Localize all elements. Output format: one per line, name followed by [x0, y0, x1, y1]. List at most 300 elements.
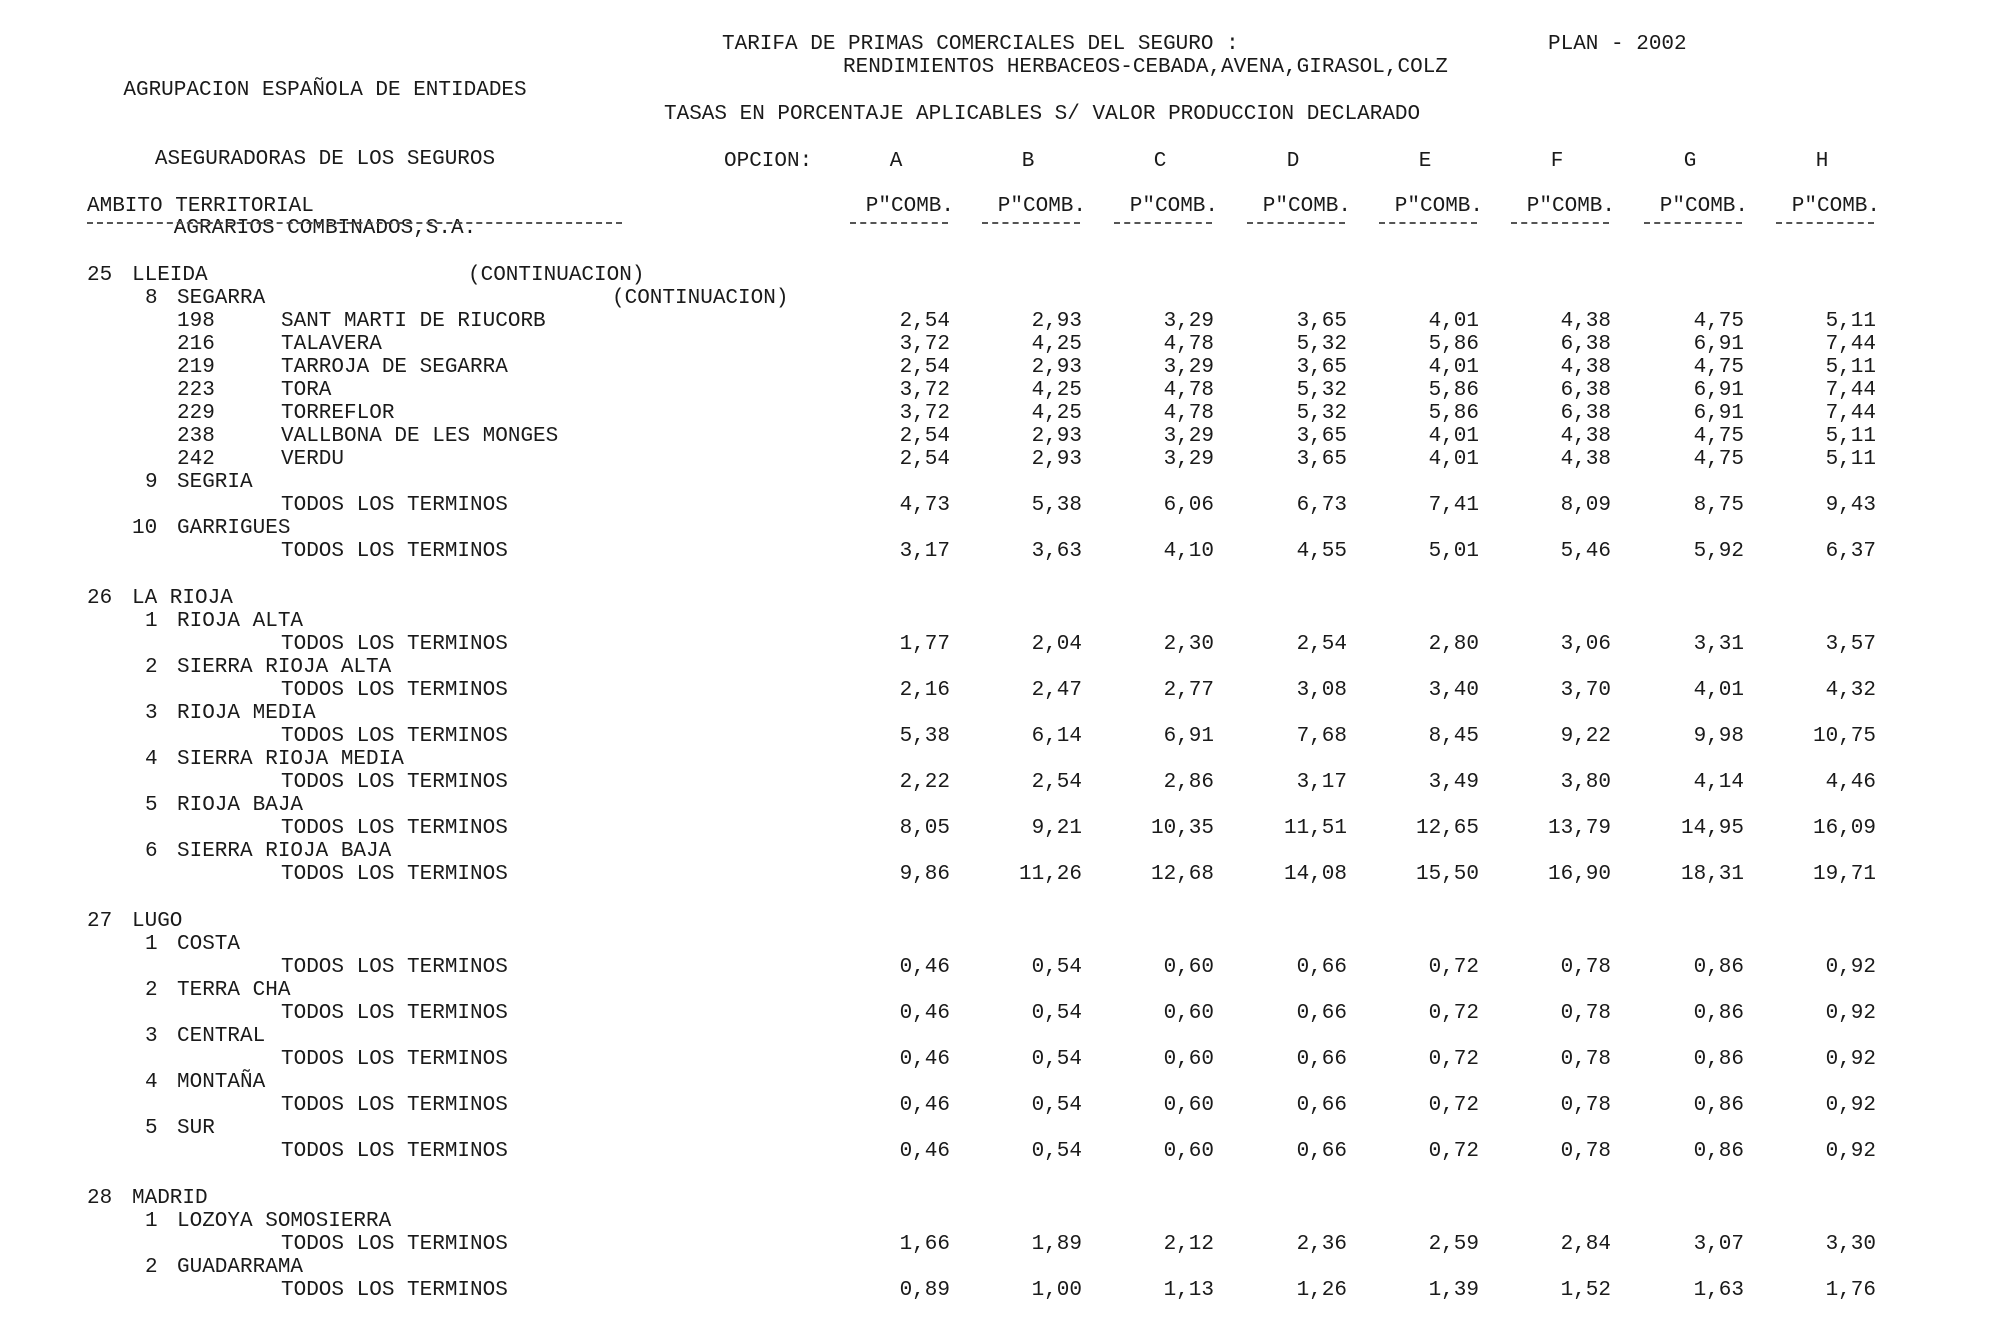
comarca-name: COSTA: [177, 933, 241, 956]
rate-cell-e: 0,72: [1428, 1094, 1479, 1117]
rate-cell-d: 0,66: [1296, 956, 1347, 979]
comarca-code: 5: [145, 1117, 158, 1140]
comarca-code: 2: [145, 979, 158, 1002]
comarca-name: TERRA CHA: [177, 979, 291, 1002]
comarca-row: [0, 1210, 2000, 1233]
rate-cell-b: 11,26: [1018, 863, 1082, 886]
rate-cell-f: 6,38: [1560, 402, 1611, 425]
rate-cell-c: 3,29: [1163, 448, 1214, 471]
comarca-code: 5: [145, 794, 158, 817]
rate-cell-f: 13,79: [1547, 817, 1611, 840]
option-label: OPCION:: [724, 150, 813, 173]
rate-cell-a: 1,66: [899, 1233, 950, 1256]
rate-cell-b: 0,54: [1031, 1094, 1082, 1117]
rate-cell-g: 18,31: [1680, 863, 1744, 886]
term-name: VERDU: [281, 448, 345, 471]
table-row: [0, 1002, 2000, 1025]
term-name: TODOS LOS TERMINOS: [281, 1140, 508, 1163]
rate-cell-f: 0,78: [1560, 1048, 1611, 1071]
comarca-name: SEGRIA: [177, 471, 253, 494]
rate-cell-g: 0,86: [1693, 956, 1744, 979]
rate-cell-e: 1,39: [1428, 1279, 1479, 1302]
rate-cell-b: 2,93: [1031, 310, 1082, 333]
rate-cell-g: 9,98: [1693, 725, 1744, 748]
option-a: A: [889, 150, 903, 173]
column-underline-c: [1114, 222, 1212, 224]
rate-cell-d: 5,32: [1296, 402, 1347, 425]
company-line-3: AGRARIOS COMBINADOS,S.A.: [173, 217, 477, 240]
rate-cell-g: 6,91: [1693, 379, 1744, 402]
rate-cell-e: 0,72: [1428, 956, 1479, 979]
option-f: F: [1550, 150, 1564, 173]
rate-cell-e: 4,01: [1428, 425, 1479, 448]
rate-cell-b: 3,63: [1031, 540, 1082, 563]
comarca-code: 4: [145, 1071, 158, 1094]
rate-cell-c: 10,35: [1150, 817, 1214, 840]
rate-cell-a: 4,73: [899, 494, 950, 517]
rate-cell-h: 7,44: [1825, 333, 1876, 356]
rate-cell-d: 5,32: [1296, 333, 1347, 356]
province-code: 27: [87, 910, 113, 933]
rate-cell-h: 4,32: [1825, 679, 1876, 702]
comarca-code: 2: [145, 1256, 158, 1279]
rate-cell-c: 4,78: [1163, 402, 1214, 425]
comarca-row: [0, 748, 2000, 771]
rate-cell-c: 2,30: [1163, 633, 1214, 656]
rate-cell-c: 3,29: [1163, 356, 1214, 379]
rate-cell-b: 1,89: [1031, 1233, 1082, 1256]
rate-cell-g: 4,01: [1693, 679, 1744, 702]
rate-cell-d: 3,65: [1296, 356, 1347, 379]
term-name: TODOS LOS TERMINOS: [281, 956, 508, 979]
rate-cell-g: 4,75: [1693, 448, 1744, 471]
term-code: 242: [177, 448, 215, 471]
rate-cell-f: 0,78: [1560, 1002, 1611, 1025]
rate-cell-g: 5,92: [1693, 540, 1744, 563]
document-title: TARIFA DE PRIMAS COMERCIALES DEL SEGURO :: [722, 33, 1239, 56]
rate-cell-f: 0,78: [1560, 1094, 1611, 1117]
rate-cell-h: 10,75: [1812, 725, 1876, 748]
option-b: B: [1021, 150, 1035, 173]
rate-cell-c: 0,60: [1163, 1140, 1214, 1163]
rate-cell-h: 5,11: [1825, 356, 1876, 379]
rate-cell-c: 0,60: [1163, 1002, 1214, 1025]
table-row: [0, 725, 2000, 748]
comarca-code: 1: [145, 610, 158, 633]
rate-cell-c: 3,29: [1163, 310, 1214, 333]
rate-cell-g: 14,95: [1680, 817, 1744, 840]
rate-cell-b: 0,54: [1031, 1002, 1082, 1025]
table-row: [0, 402, 2000, 425]
term-name: TODOS LOS TERMINOS: [281, 1002, 508, 1025]
term-code: 229: [177, 402, 215, 425]
column-underline-b: [982, 222, 1080, 224]
column-header: [0, 0, 2000, 260]
rate-cell-e: 8,45: [1428, 725, 1479, 748]
rate-cell-d: 0,66: [1296, 1002, 1347, 1025]
comarca-row: [0, 840, 2000, 863]
rate-cell-b: 5,38: [1031, 494, 1082, 517]
option-e: E: [1418, 150, 1432, 173]
comarca-code: 1: [145, 933, 158, 956]
ambito-underline: [87, 222, 622, 224]
comarca-name: GUADARRAMA: [177, 1256, 304, 1279]
comarca-code: 4: [145, 748, 158, 771]
option-h: H: [1815, 150, 1829, 173]
rate-cell-e: 3,49: [1428, 771, 1479, 794]
comarca-name: MONTAÑA: [177, 1071, 266, 1094]
rate-cell-h: 0,92: [1825, 1002, 1876, 1025]
comarca-name: RIOJA MEDIA: [177, 702, 316, 725]
table-row: [0, 1140, 2000, 1163]
comarca-name: SIERRA RIOJA MEDIA: [177, 748, 404, 771]
rate-cell-f: 4,38: [1560, 448, 1611, 471]
rate-cell-e: 0,72: [1428, 1002, 1479, 1025]
comarca-row: [0, 1256, 2000, 1279]
rate-cell-g: 0,86: [1693, 1094, 1744, 1117]
comarca-row: [0, 471, 2000, 494]
rate-cell-b: 0,54: [1031, 1140, 1082, 1163]
rate-cell-c: 6,91: [1163, 725, 1214, 748]
column-label-c: P"COMB.: [1129, 195, 1218, 218]
province-name: LA RIOJA: [132, 587, 233, 610]
term-code: 216: [177, 333, 215, 356]
comarca-row: [0, 656, 2000, 679]
rate-cell-h: 0,92: [1825, 1048, 1876, 1071]
rate-cell-c: 12,68: [1150, 863, 1214, 886]
rate-cell-d: 3,17: [1296, 771, 1347, 794]
rate-cell-d: 4,55: [1296, 540, 1347, 563]
option-d: D: [1286, 150, 1300, 173]
rate-cell-f: 3,70: [1560, 679, 1611, 702]
rate-cell-e: 5,86: [1428, 333, 1479, 356]
rate-cell-d: 1,26: [1296, 1279, 1347, 1302]
rate-cell-b: 2,04: [1031, 633, 1082, 656]
rate-cell-g: 6,91: [1693, 333, 1744, 356]
table-row: [0, 494, 2000, 517]
rate-cell-f: 4,38: [1560, 425, 1611, 448]
rate-cell-a: 2,54: [899, 425, 950, 448]
rate-cell-f: 2,84: [1560, 1233, 1611, 1256]
term-name: TODOS LOS TERMINOS: [281, 494, 508, 517]
term-name: TALAVERA: [281, 333, 382, 356]
comarca-code: 1: [145, 1210, 158, 1233]
term-name: TODOS LOS TERMINOS: [281, 1094, 508, 1117]
rate-cell-c: 0,60: [1163, 1048, 1214, 1071]
rate-cell-b: 2,93: [1031, 356, 1082, 379]
table-row: [0, 817, 2000, 840]
rate-cell-d: 6,73: [1296, 494, 1347, 517]
rates-note: TASAS EN PORCENTAJE APLICABLES S/ VALOR PRODUCCION DECLARADO: [664, 103, 1421, 126]
comarca-name: SIERRA RIOJA ALTA: [177, 656, 392, 679]
rate-cell-f: 5,46: [1560, 540, 1611, 563]
rate-cell-h: 9,43: [1825, 494, 1876, 517]
rate-cell-f: 4,38: [1560, 356, 1611, 379]
province-name: LLEIDA: [132, 264, 208, 287]
rate-cell-g: 4,75: [1693, 425, 1744, 448]
rate-cell-f: 8,09: [1560, 494, 1611, 517]
rate-cell-a: 0,46: [899, 1140, 950, 1163]
column-underline-a: [850, 222, 948, 224]
column-label-h: P"COMB.: [1791, 195, 1880, 218]
continuation-note: (CONTINUACION): [612, 287, 789, 310]
rate-cell-e: 5,86: [1428, 402, 1479, 425]
rate-cell-c: 0,60: [1163, 1094, 1214, 1117]
rate-cell-g: 4,75: [1693, 310, 1744, 333]
rate-cell-a: 3,72: [899, 379, 950, 402]
column-underline-g: [1644, 222, 1742, 224]
rate-cell-g: 3,07: [1693, 1233, 1744, 1256]
rate-cell-b: 1,00: [1031, 1279, 1082, 1302]
rate-cell-b: 2,93: [1031, 425, 1082, 448]
rate-cell-b: 2,93: [1031, 448, 1082, 471]
rate-cell-a: 2,54: [899, 356, 950, 379]
province-code: 25: [87, 264, 113, 287]
rate-cell-a: 0,46: [899, 1002, 950, 1025]
comarca-row: [0, 702, 2000, 725]
rate-cell-e: 7,41: [1428, 494, 1479, 517]
comarca-row: [0, 979, 2000, 1002]
rate-cell-h: 0,92: [1825, 1094, 1876, 1117]
rate-cell-c: 0,60: [1163, 956, 1214, 979]
term-name: TARROJA DE SEGARRA: [281, 356, 508, 379]
rate-cell-f: 0,78: [1560, 1140, 1611, 1163]
term-name: TODOS LOS TERMINOS: [281, 817, 508, 840]
term-name: TODOS LOS TERMINOS: [281, 771, 508, 794]
rate-cell-d: 2,36: [1296, 1233, 1347, 1256]
rate-cell-e: 5,86: [1428, 379, 1479, 402]
option-c: C: [1153, 150, 1167, 173]
ambito-label: AMBITO TERRITORIAL: [87, 195, 314, 218]
plan-label: PLAN - 2002: [1548, 33, 1687, 56]
rate-cell-e: 4,01: [1428, 356, 1479, 379]
column-underline-h: [1776, 222, 1874, 224]
rate-cell-a: 0,89: [899, 1279, 950, 1302]
comarca-code: 6: [145, 840, 158, 863]
rate-cell-e: 4,01: [1428, 448, 1479, 471]
rate-cell-d: 2,54: [1296, 633, 1347, 656]
table-row: [0, 425, 2000, 448]
rate-cell-b: 2,54: [1031, 771, 1082, 794]
rate-cell-c: 4,78: [1163, 333, 1214, 356]
rate-cell-f: 3,80: [1560, 771, 1611, 794]
continuation-note: (CONTINUACION): [468, 264, 645, 287]
table-row: [0, 956, 2000, 979]
rate-cell-e: 3,40: [1428, 679, 1479, 702]
term-code: 223: [177, 379, 215, 402]
column-label-b: P"COMB.: [997, 195, 1086, 218]
comarca-name: SEGARRA: [177, 287, 266, 310]
comarca-row: [0, 1025, 2000, 1048]
rate-cell-h: 5,11: [1825, 448, 1876, 471]
comarca-row: [0, 1117, 2000, 1140]
province-name: MADRID: [132, 1187, 208, 1210]
rate-cell-b: 6,14: [1031, 725, 1082, 748]
table-row: [0, 1233, 2000, 1256]
column-underline-e: [1379, 222, 1477, 224]
rate-cell-d: 0,66: [1296, 1140, 1347, 1163]
term-code: 198: [177, 310, 215, 333]
table-row: [0, 379, 2000, 402]
company-line-2: ASEGURADORAS DE LOS SEGUROS: [154, 148, 496, 171]
rate-cell-b: 0,54: [1031, 1048, 1082, 1071]
rate-cell-f: 4,38: [1560, 310, 1611, 333]
rate-cell-h: 19,71: [1812, 863, 1876, 886]
comarca-row: [0, 610, 2000, 633]
rate-cell-a: 2,22: [899, 771, 950, 794]
rate-cell-a: 8,05: [899, 817, 950, 840]
province-code: 26: [87, 587, 113, 610]
term-name: VALLBONA DE LES MONGES: [281, 425, 559, 448]
comarca-code: 10: [132, 517, 158, 540]
rate-cell-d: 3,65: [1296, 448, 1347, 471]
comarca-code: 8: [145, 287, 158, 310]
option-g: G: [1683, 150, 1697, 173]
rate-cell-d: 0,66: [1296, 1048, 1347, 1071]
rate-cell-a: 0,46: [899, 1048, 950, 1071]
rate-cell-e: 2,59: [1428, 1233, 1479, 1256]
rate-cell-f: 1,52: [1560, 1279, 1611, 1302]
rate-cell-e: 2,80: [1428, 633, 1479, 656]
term-name: SANT MARTI DE RIUCORB: [281, 310, 546, 333]
term-name: TORA: [281, 379, 332, 402]
column-label-e: P"COMB.: [1394, 195, 1483, 218]
column-label-d: P"COMB.: [1262, 195, 1351, 218]
term-name: TODOS LOS TERMINOS: [281, 863, 508, 886]
term-name: TODOS LOS TERMINOS: [281, 725, 508, 748]
table-row: [0, 310, 2000, 333]
rate-cell-b: 0,54: [1031, 956, 1082, 979]
rate-cell-h: 3,30: [1825, 1233, 1876, 1256]
term-name: TODOS LOS TERMINOS: [281, 633, 508, 656]
term-name: TODOS LOS TERMINOS: [281, 679, 508, 702]
rate-cell-g: 8,75: [1693, 494, 1744, 517]
column-label-a: P"COMB.: [865, 195, 954, 218]
province-row: [0, 910, 2000, 933]
rate-cell-g: 0,86: [1693, 1140, 1744, 1163]
rate-cell-f: 6,38: [1560, 333, 1611, 356]
comarca-code: 2: [145, 656, 158, 679]
table-row: [0, 863, 2000, 886]
rate-cell-h: 0,92: [1825, 1140, 1876, 1163]
rate-cell-f: 3,06: [1560, 633, 1611, 656]
table-row: [0, 1048, 2000, 1071]
rate-cell-a: 0,46: [899, 1094, 950, 1117]
comarca-row: [0, 794, 2000, 817]
column-underline-d: [1247, 222, 1345, 224]
table-row: [0, 448, 2000, 471]
table-row: [0, 633, 2000, 656]
rate-cell-c: 4,78: [1163, 379, 1214, 402]
rate-cell-b: 4,25: [1031, 379, 1082, 402]
rate-cell-e: 0,72: [1428, 1140, 1479, 1163]
rate-cell-e: 4,01: [1428, 310, 1479, 333]
term-name: TODOS LOS TERMINOS: [281, 540, 508, 563]
rate-cell-a: 9,86: [899, 863, 950, 886]
document-subtitle: RENDIMIENTOS HERBACEOS-CEBADA,AVENA,GIRASOL,COLZ: [843, 56, 1448, 79]
table-row: [0, 1094, 2000, 1117]
comarca-name: LOZOYA SOMOSIERRA: [177, 1210, 392, 1233]
rate-cell-a: 5,38: [899, 725, 950, 748]
rate-cell-d: 3,08: [1296, 679, 1347, 702]
rate-cell-h: 6,37: [1825, 540, 1876, 563]
rate-cell-c: 2,86: [1163, 771, 1214, 794]
rate-cell-c: 2,77: [1163, 679, 1214, 702]
term-name: TODOS LOS TERMINOS: [281, 1048, 508, 1071]
rate-cell-b: 4,25: [1031, 402, 1082, 425]
comarca-name: RIOJA ALTA: [177, 610, 304, 633]
rate-cell-d: 5,32: [1296, 379, 1347, 402]
rate-cell-b: 2,47: [1031, 679, 1082, 702]
rate-cell-a: 3,72: [899, 333, 950, 356]
comarca-name: RIOJA BAJA: [177, 794, 304, 817]
rate-cell-e: 5,01: [1428, 540, 1479, 563]
comarca-row: [0, 287, 2000, 310]
rate-cell-c: 4,10: [1163, 540, 1214, 563]
rate-cell-f: 6,38: [1560, 379, 1611, 402]
rate-cell-e: 12,65: [1415, 817, 1479, 840]
column-underline-f: [1511, 222, 1609, 224]
rate-cell-h: 7,44: [1825, 379, 1876, 402]
comarca-code: 9: [145, 471, 158, 494]
comarca-name: GARRIGUES: [177, 517, 291, 540]
rate-cell-h: 7,44: [1825, 402, 1876, 425]
term-name: TORREFLOR: [281, 402, 395, 425]
rate-cell-b: 4,25: [1031, 333, 1082, 356]
rate-cell-g: 6,91: [1693, 402, 1744, 425]
comarca-name: CENTRAL: [177, 1025, 266, 1048]
table-row: [0, 679, 2000, 702]
rate-cell-d: 14,08: [1283, 863, 1347, 886]
table-row: [0, 1279, 2000, 1302]
rate-cell-f: 16,90: [1547, 863, 1611, 886]
rate-cell-a: 3,17: [899, 540, 950, 563]
province-row: [0, 1187, 2000, 1210]
comarca-row: [0, 517, 2000, 540]
comarca-row: [0, 933, 2000, 956]
table-row: [0, 333, 2000, 356]
rate-cell-d: 3,65: [1296, 425, 1347, 448]
comarca-name: SIERRA RIOJA BAJA: [177, 840, 392, 863]
rate-cell-h: 0,92: [1825, 956, 1876, 979]
province-row: [0, 264, 2000, 287]
rate-cell-c: 6,06: [1163, 494, 1214, 517]
rate-cell-f: 9,22: [1560, 725, 1611, 748]
rate-cell-h: 1,76: [1825, 1279, 1876, 1302]
rate-cell-d: 7,68: [1296, 725, 1347, 748]
rate-cell-h: 4,46: [1825, 771, 1876, 794]
rate-cell-e: 15,50: [1415, 863, 1479, 886]
rate-cell-c: 2,12: [1163, 1233, 1214, 1256]
province-name: LUGO: [132, 910, 183, 933]
rate-cell-g: 3,31: [1693, 633, 1744, 656]
rate-cell-h: 5,11: [1825, 425, 1876, 448]
rate-cell-d: 3,65: [1296, 310, 1347, 333]
column-label-f: P"COMB.: [1526, 195, 1615, 218]
rate-cell-g: 4,14: [1693, 771, 1744, 794]
rate-cell-c: 1,13: [1163, 1279, 1214, 1302]
rate-cell-e: 0,72: [1428, 1048, 1479, 1071]
comarca-name: SUR: [177, 1117, 215, 1140]
rate-cell-g: 1,63: [1693, 1279, 1744, 1302]
rate-cell-a: 1,77: [899, 633, 950, 656]
rate-cell-h: 3,57: [1825, 633, 1876, 656]
province-row: [0, 587, 2000, 610]
rate-cell-d: 11,51: [1283, 817, 1347, 840]
table-row: [0, 356, 2000, 379]
rate-cell-a: 2,54: [899, 310, 950, 333]
rate-cell-a: 2,54: [899, 448, 950, 471]
